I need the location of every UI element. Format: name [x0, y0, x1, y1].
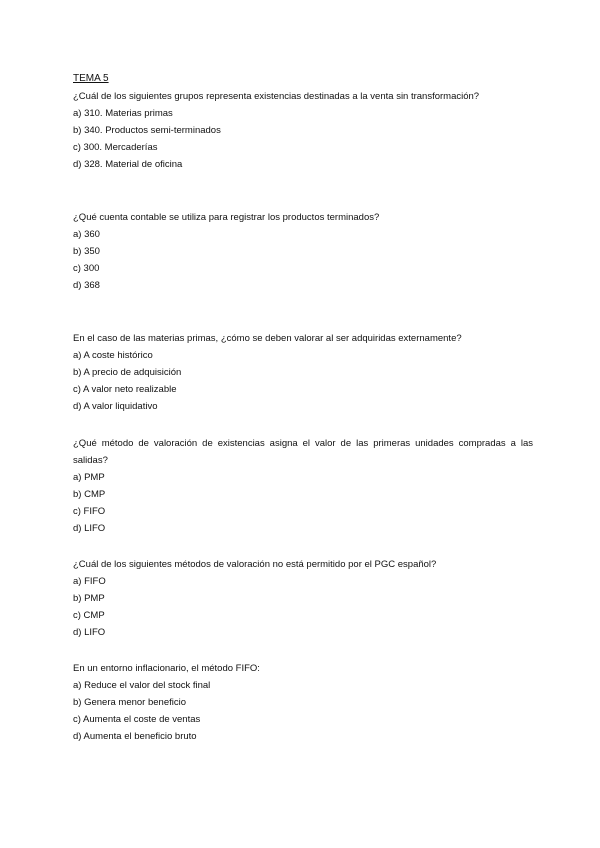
option-a: a) Reduce el valor del stock final: [73, 680, 211, 691]
option-d: d) 328. Material de oficina: [73, 159, 183, 170]
question-3: [73, 330, 533, 415]
question-stem: En un entorno inflacionario, el método FIFO:: [73, 663, 260, 674]
document-title: TEMA 5: [73, 73, 109, 84]
question-4: [73, 435, 533, 537]
question-2: [73, 209, 533, 294]
question-stem: ¿Cuál de los siguientes métodos de valoración no está permitido por el PGC español?: [73, 559, 437, 570]
option-c: c) Aumenta el coste de ventas: [73, 714, 201, 725]
option-b: b) 350: [73, 246, 100, 257]
option-b: b) Genera menor beneficio: [73, 697, 187, 708]
option-b: b) 340. Productos semi-terminados: [73, 125, 221, 136]
option-d: d) Aumenta el beneficio bruto: [73, 731, 197, 742]
option-d: d) LIFO: [73, 523, 106, 534]
option-d: d) A valor liquidativo: [73, 401, 158, 412]
option-a: a) A coste histórico: [73, 350, 153, 361]
option-c: c) 300: [73, 263, 100, 274]
option-b: b) CMP: [73, 489, 106, 500]
question-1: [73, 88, 533, 173]
question-stem: ¿Qué método de valoración de existencias asigna el valor de las primeras unidades compradas a las salidas?: [73, 438, 533, 466]
option-a: a) FIFO: [73, 576, 106, 587]
option-b: b) A precio de adquisición: [73, 367, 182, 378]
option-c: c) FIFO: [73, 506, 106, 517]
option-a: a) 310. Materias primas: [73, 108, 173, 119]
option-c: c) A valor neto realizable: [73, 384, 177, 395]
option-a: a) 360: [73, 229, 100, 240]
question-stem: ¿Cuál de los siguientes grupos representa existencias destinadas a la venta sin transformación?: [73, 91, 480, 102]
question-stem: ¿Qué cuenta contable se utiliza para registrar los productos terminados?: [73, 212, 380, 223]
option-d: d) 368: [73, 280, 100, 291]
option-a: a) PMP: [73, 472, 105, 483]
question-6: [73, 660, 533, 745]
option-c: c) 300. Mercaderías: [73, 142, 158, 153]
option-b: b) PMP: [73, 593, 105, 604]
question-stem: En el caso de las materias primas, ¿cómo se deben valorar al ser adquiridas externamente?: [73, 333, 462, 344]
question-5: [73, 556, 533, 641]
option-d: d) LIFO: [73, 627, 106, 638]
option-c: c) CMP: [73, 610, 105, 621]
